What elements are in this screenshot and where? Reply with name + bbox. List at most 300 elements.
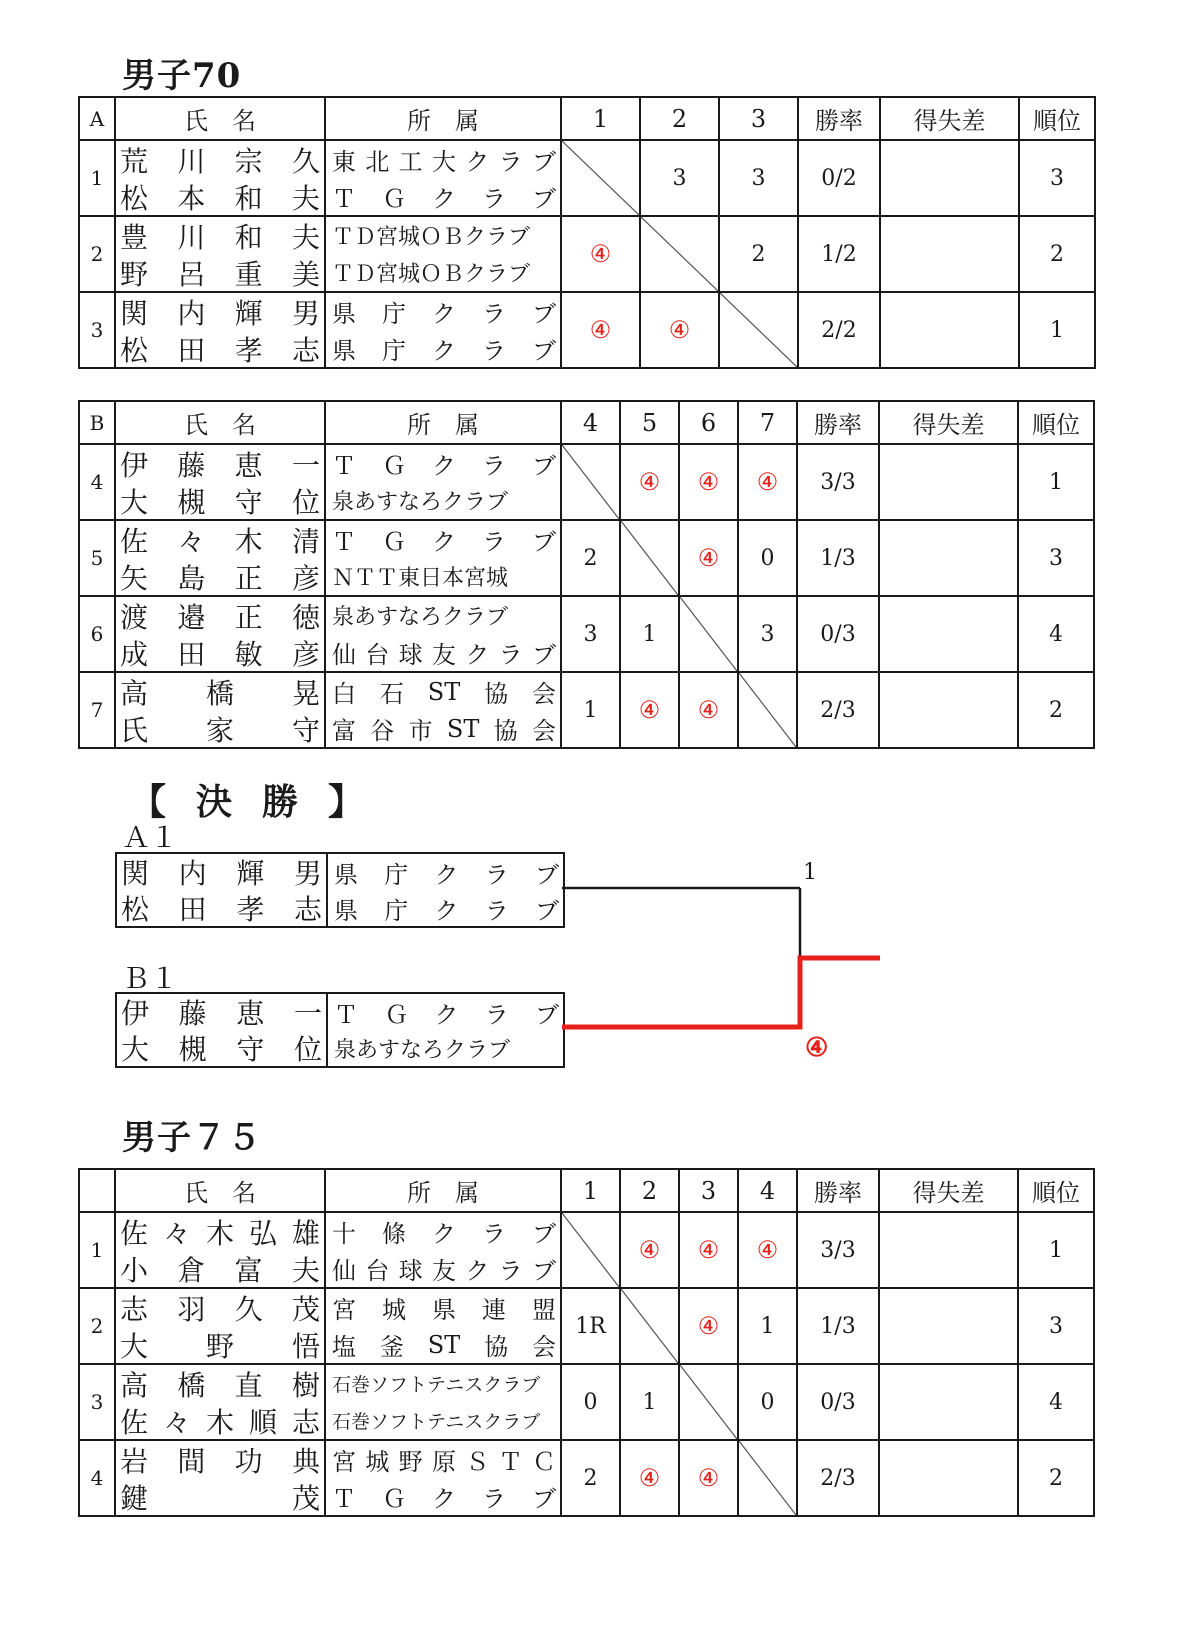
player-1-name-char: 木 — [234, 524, 263, 558]
player-2-name-char: 呂 — [177, 257, 206, 291]
player-1-club-char: ク — [432, 1220, 456, 1248]
player-1-club-char: 城 — [382, 1296, 406, 1324]
player-2-club-char: ブ — [531, 641, 556, 669]
player-2-name-char: 々 — [162, 1405, 191, 1439]
player-number: 1 — [79, 1212, 115, 1288]
player-2-club-char: ク — [432, 1485, 456, 1513]
player-2-club-char: 球 — [398, 641, 423, 669]
player-2-name-char: 悟 — [291, 1329, 320, 1363]
score-cell: 0 — [738, 1364, 797, 1440]
player-1-club-char: ラ — [482, 528, 506, 556]
rank: 1 — [1018, 444, 1094, 520]
final-label-b: Ｂ１ — [122, 962, 179, 995]
player-2-club-char: ST — [446, 714, 480, 743]
column-header: 順位 — [1018, 1169, 1094, 1212]
player-2-club-char: ラ — [482, 185, 506, 213]
player-2-club-char: ブ — [532, 337, 556, 365]
player-1-club-char: 宮 — [332, 1296, 356, 1324]
player-2-club-char: 釜 — [379, 1333, 404, 1361]
player-1-name-char: 雄 — [291, 1216, 320, 1250]
player-2-name-char: 正 — [234, 561, 263, 595]
player-1-name-char: 伊 — [121, 997, 150, 1030]
player-2-name-char: 志 — [291, 1405, 320, 1439]
win-rate: 2/3 — [797, 672, 879, 748]
player-2-name-char: 大 — [120, 1329, 149, 1363]
player-1-name-char: 々 — [162, 1216, 191, 1250]
player-1-club-char: 県 — [432, 1296, 456, 1324]
player-number: 5 — [79, 520, 115, 596]
player-1-club-char: 協 — [484, 680, 509, 708]
player-1-club-char: ブ — [532, 528, 556, 556]
score-cell: ④ — [679, 1440, 738, 1516]
player-1-name-char: 樹 — [291, 1368, 320, 1402]
player-2-name-char: 夫 — [291, 181, 320, 215]
column-header: 順位 — [1019, 97, 1095, 140]
player-2-name-char: 佐 — [120, 1405, 149, 1439]
rank: 2 — [1018, 1440, 1094, 1516]
player-1-club-char: 庁 — [382, 300, 406, 328]
win-rate: 1/3 — [797, 1288, 879, 1364]
column-header: 4 — [561, 401, 620, 444]
player-2-name-char: 位 — [293, 1033, 322, 1066]
player-1-club-char: 北 — [365, 148, 390, 176]
player-2-name-char: 彦 — [291, 637, 320, 671]
player-2-club-char: ク — [465, 1257, 490, 1285]
player-2-club-char: 友 — [431, 1257, 456, 1285]
player-number: 4 — [79, 444, 115, 520]
rank: 2 — [1019, 216, 1095, 292]
player-1-club-char: Ｃ — [531, 1448, 556, 1476]
column-header: 所 属 — [325, 97, 561, 140]
player-2-club-char: 泉あすなろクラブ — [332, 490, 509, 515]
column-header: 氏 名 — [115, 401, 325, 444]
score-cell: 3 — [561, 596, 620, 672]
final-label-a: Ａ１ — [122, 821, 179, 854]
player-1-name-char: 輝 — [236, 857, 265, 890]
player-1-club-char: 東 — [332, 148, 356, 176]
player-1-name-char: 正 — [234, 600, 263, 634]
player-1-club-char: 大 — [431, 148, 456, 176]
column-header: 得失差 — [879, 1169, 1018, 1212]
win-rate: 2/2 — [798, 292, 880, 368]
score-cell: ④ — [738, 1212, 797, 1288]
win-rate: 0/2 — [798, 140, 880, 216]
player-1-club-char: ク — [432, 528, 456, 556]
player-1-club-char: 條 — [382, 1220, 406, 1248]
player-2-club-char: ク — [432, 185, 456, 213]
player-2-club-char: 富 — [332, 717, 356, 745]
player-1-name-char: 佐 — [120, 1216, 149, 1250]
player-1-club-char: ST — [427, 677, 461, 706]
score-cell: 3 — [719, 140, 798, 216]
player-1-name-char: 川 — [177, 144, 206, 178]
player-1-name-char: 藤 — [178, 997, 207, 1030]
player-2-name-char: 田 — [178, 893, 207, 926]
player-1-name-char: 内 — [177, 296, 206, 330]
player-1-name-char: 間 — [177, 1444, 206, 1478]
player-2-name-char: 倉 — [177, 1253, 206, 1287]
player-2-name-char: 孝 — [236, 893, 265, 926]
player-1-name-char: 清 — [291, 524, 320, 558]
player-2-name-char: 槻 — [177, 485, 206, 519]
player-2-club-char: ラ — [482, 1485, 506, 1513]
score-cell: ④ — [679, 672, 738, 748]
player-number: 3 — [79, 292, 115, 368]
player-2-club-char: 塩 — [332, 1333, 356, 1361]
player-2-club-char: 泉あすなろクラブ — [334, 1037, 511, 1063]
player-2-club-char: 会 — [531, 1333, 556, 1361]
player-2-name-char: 家 — [205, 713, 234, 747]
player-number: 1 — [79, 140, 115, 216]
score-cell: 0 — [738, 520, 797, 596]
player-1-club-char: ク — [465, 148, 490, 176]
win-rate: 1/3 — [797, 520, 879, 596]
player-1-name-char: 弘 — [248, 1216, 277, 1250]
score-cell: 3 — [738, 596, 797, 672]
bracket-line-b-winner — [562, 958, 880, 1027]
player-2-name-char: 孝 — [234, 333, 263, 367]
player-1-name-char: 功 — [234, 1444, 263, 1478]
player-1-name-char: 々 — [177, 524, 206, 558]
column-header: 所 属 — [325, 1169, 561, 1212]
player-1-club-char: 石 — [379, 680, 404, 708]
player-2-club-char: ラ — [484, 896, 509, 925]
score-cell: ④ — [738, 444, 797, 520]
score-cell: ④ — [620, 1212, 679, 1288]
player-1-name-char: 橋 — [205, 676, 234, 710]
player-1-name-char: 藤 — [177, 448, 206, 482]
player-2-club-char: 台 — [365, 641, 390, 669]
score-cell: 1R — [561, 1288, 620, 1364]
player-1-name-char: 岩 — [120, 1444, 149, 1478]
rank: 1 — [1019, 292, 1095, 368]
player-2-name-char: 矢 — [120, 561, 149, 595]
player-2-club-char: ラ — [498, 1257, 523, 1285]
win-rate: 2/3 — [797, 1440, 879, 1516]
column-header: 氏 名 — [115, 1169, 325, 1212]
player-1-name-char: 木 — [205, 1216, 234, 1250]
player-2-club-char: 台 — [365, 1257, 390, 1285]
player-number: 6 — [79, 596, 115, 672]
player-1-name-char: 川 — [177, 220, 206, 254]
player-1-club-char: ＴＤ宮城ＯＢクラブ — [332, 225, 531, 250]
player-2-club-char: Ｔ — [332, 185, 356, 213]
player-2-name-char: 大 — [120, 485, 149, 519]
player-1-name-char: 男 — [293, 857, 322, 890]
column-header: 4 — [738, 1169, 797, 1212]
player-2-name-char: 田 — [177, 637, 206, 671]
win-rate: 1/2 — [798, 216, 880, 292]
player-1-name-char: 内 — [178, 857, 207, 890]
column-header: 3 — [719, 97, 798, 140]
player-number: 7 — [79, 672, 115, 748]
column-header: 2 — [640, 97, 719, 140]
player-1-club-char: ブ — [535, 1000, 559, 1029]
player-2-name-char: 田 — [177, 333, 206, 367]
player-2-club-char: ラ — [498, 641, 523, 669]
player-2-name-char: 鍵 — [120, 1481, 149, 1515]
column-header: B — [79, 401, 115, 444]
final-score-b: ④ — [805, 1033, 829, 1063]
player-1-name-char: 恵 — [234, 448, 263, 482]
player-1-club-char: ク — [432, 452, 456, 480]
player-2-club-char: ク — [434, 896, 459, 925]
player-2-club-char: ＮＴＴ東日本宮城 — [332, 566, 509, 591]
player-2-club-char: 球 — [398, 1257, 423, 1285]
player-1-name-char: 典 — [291, 1444, 320, 1478]
player-2-club-char: 協 — [484, 1333, 509, 1361]
score-cell: 0 — [561, 1364, 620, 1440]
player-1-name-char: 渡 — [120, 600, 149, 634]
player-2-club-char: ST — [427, 1330, 461, 1359]
player-2-name-char: 守 — [234, 485, 263, 519]
player-1-club-char: ブ — [532, 1220, 556, 1248]
player-1-club-char: ブ — [532, 452, 556, 480]
player-2-club-char: 協 — [493, 717, 518, 745]
player-1-club-char: 県 — [334, 860, 358, 889]
player-2-name-char: 和 — [234, 181, 263, 215]
player-1-name-char: 夫 — [291, 220, 320, 254]
column-header: 順位 — [1018, 401, 1094, 444]
rank: 3 — [1019, 140, 1095, 216]
score-cell: 1 — [620, 1364, 679, 1440]
player-number: 2 — [79, 1288, 115, 1364]
player-1-club-char: Ｇ — [382, 528, 406, 556]
score-cell: ④ — [679, 1288, 738, 1364]
player-2-club-char: 庁 — [384, 896, 409, 925]
player-1-club-char: ク — [434, 1000, 459, 1029]
player-1-club-char: ラ — [482, 452, 506, 480]
player-1-club-char: 野 — [398, 1448, 423, 1476]
player-1-name-char: 一 — [291, 448, 320, 482]
player-2-name-char: 志 — [291, 333, 320, 367]
player-2-club-char: 石巻ソフトテニスクラブ — [332, 1411, 541, 1433]
column-header: A — [79, 97, 115, 140]
player-1-name-char: 男 — [291, 296, 320, 330]
final-title-char: 【 — [130, 781, 167, 823]
player-2-name-char: 成 — [120, 637, 149, 671]
column-header: 6 — [679, 401, 738, 444]
column-header: 勝率 — [797, 1169, 879, 1212]
final-title-char: 】 — [328, 781, 365, 823]
player-1-club-char: 庁 — [384, 860, 409, 889]
player-1-club-char: 盟 — [532, 1296, 556, 1324]
player-1-club-char: 十 — [332, 1220, 356, 1248]
player-2-club-char: 仙 — [332, 1257, 356, 1285]
column-header: 1 — [561, 1169, 620, 1212]
player-2-name-char: 美 — [291, 257, 320, 291]
score-cell: 2 — [561, 1440, 620, 1516]
player-1-club-char: Ｔ — [332, 528, 356, 556]
player-1-name-char: 恵 — [236, 997, 265, 1030]
column-header: 勝率 — [798, 97, 880, 140]
player-2-name-char: 重 — [234, 257, 263, 291]
player-1-club-char: 県 — [332, 300, 356, 328]
player-1-club-char: 石巻ソフトテニスクラブ — [332, 1374, 541, 1396]
player-2-name-char: 位 — [291, 485, 320, 519]
player-2-name-char: 志 — [293, 893, 322, 926]
final-score-a: 1 — [803, 860, 817, 885]
score-cell: 1 — [620, 596, 679, 672]
player-2-name-char: 松 — [120, 333, 149, 367]
score-cell: ④ — [620, 1440, 679, 1516]
player-2-name-char: 野 — [205, 1329, 234, 1363]
win-rate: 3/3 — [797, 444, 879, 520]
player-2-club-char: 市 — [408, 717, 433, 745]
player-2-name-char: 本 — [177, 181, 206, 215]
player-2-club-char: ＴＤ宮城ＯＢクラブ — [332, 262, 531, 287]
player-1-club-char: ラ — [484, 860, 509, 889]
player-2-name-char: 順 — [248, 1405, 277, 1439]
player-1-name-char: 和 — [234, 220, 263, 254]
section-title-m75: 男子７５ — [122, 1118, 262, 1158]
player-1-name-char: 邉 — [177, 600, 206, 634]
score-cell: ④ — [561, 216, 640, 292]
score-cell: ④ — [679, 520, 738, 596]
column-header: 所 属 — [325, 401, 561, 444]
column-header: 1 — [561, 97, 640, 140]
column-header: 3 — [679, 1169, 738, 1212]
score-cell: ④ — [640, 292, 719, 368]
player-2-club-char: ブ — [535, 896, 559, 925]
player-2-club-char: ブ — [532, 185, 556, 213]
player-1-club-char: ブ — [531, 148, 556, 176]
column-header: 勝率 — [797, 401, 879, 444]
player-2-name-char: 木 — [205, 1405, 234, 1439]
player-number: 3 — [79, 1364, 115, 1440]
column-header: 得失差 — [879, 401, 1018, 444]
player-1-club-char: ブ — [535, 860, 559, 889]
player-1-club-char: Ｇ — [382, 452, 406, 480]
player-2-club-char: 県 — [334, 896, 358, 925]
player-1-name-char: 晃 — [291, 676, 320, 710]
player-2-name-char: 大 — [121, 1033, 150, 1066]
player-2-club-char: 県 — [332, 337, 356, 365]
player-2-club-char: ブ — [532, 1485, 556, 1513]
score-cell: ④ — [620, 444, 679, 520]
player-1-name-char: 橋 — [177, 1368, 206, 1402]
column-header: 2 — [620, 1169, 679, 1212]
player-1-name-char: 伊 — [120, 448, 149, 482]
player-2-club-char: Ｇ — [382, 185, 406, 213]
rank: 4 — [1018, 1364, 1094, 1440]
player-2-name-char: 茂 — [291, 1481, 320, 1515]
rank: 1 — [1018, 1212, 1094, 1288]
player-1-name-char: 関 — [120, 296, 149, 330]
win-rate: 0/3 — [797, 596, 879, 672]
player-1-club-char: ク — [432, 300, 456, 328]
player-1-club-char: Ｔ — [332, 452, 356, 480]
player-1-club-char: Ｔ — [498, 1448, 523, 1476]
win-rate: 3/3 — [797, 1212, 879, 1288]
player-1-name-char: 直 — [234, 1368, 263, 1402]
player-1-club-char: 泉あすなろクラブ — [332, 605, 509, 630]
player-1-club-char: ク — [434, 860, 459, 889]
column-header: 氏 名 — [115, 97, 325, 140]
player-2-club-char: 会 — [531, 717, 556, 745]
player-1-club-char: 工 — [398, 148, 423, 176]
player-2-name-char: 氏 — [120, 713, 149, 747]
score-cell: ④ — [561, 292, 640, 368]
player-1-club-char: 宮 — [332, 1448, 356, 1476]
player-number: 2 — [79, 216, 115, 292]
player-1-club-char: ラ — [484, 1000, 509, 1029]
player-2-name-char: 野 — [120, 257, 149, 291]
player-1-name-char: 荒 — [120, 144, 149, 178]
player-1-name-char: 宗 — [234, 144, 263, 178]
rank: 4 — [1018, 596, 1094, 672]
score-cell: 3 — [640, 140, 719, 216]
player-2-name-char: 夫 — [291, 1253, 320, 1287]
player-2-club-char: 仙 — [332, 641, 356, 669]
player-1-name-char: 豊 — [120, 220, 149, 254]
player-1-club-char: Ｔ — [334, 1000, 358, 1029]
player-2-name-char: 富 — [234, 1253, 263, 1287]
player-1-club-char: ラ — [482, 1220, 506, 1248]
player-1-name-char: 徳 — [291, 600, 320, 634]
column-header: 得失差 — [880, 97, 1019, 140]
player-1-club-char: 連 — [482, 1296, 506, 1324]
player-2-name-char: 敏 — [234, 637, 263, 671]
player-1-name-char: 佐 — [120, 524, 149, 558]
score-cell: ④ — [679, 1212, 738, 1288]
player-1-club-char: ラ — [498, 148, 523, 176]
player-1-club-char: 会 — [531, 680, 556, 708]
player-number: 4 — [79, 1440, 115, 1516]
player-1-club-char: 城 — [365, 1448, 390, 1476]
win-rate: 0/3 — [797, 1364, 879, 1440]
player-1-name-char: 志 — [120, 1292, 149, 1326]
player-2-name-char: 守 — [291, 713, 320, 747]
score-cell: 1 — [561, 672, 620, 748]
player-1-name-char: 羽 — [177, 1292, 206, 1326]
player-1-club-char: Ｓ — [465, 1448, 490, 1476]
player-1-name-char: 一 — [293, 997, 322, 1030]
section-title-m70: 男子70 — [122, 56, 242, 96]
player-1-club-char: ブ — [532, 300, 556, 328]
player-2-club-char: ラ — [482, 337, 506, 365]
player-2-name-char: 槻 — [178, 1033, 207, 1066]
score-cell: ④ — [679, 444, 738, 520]
player-2-club-char: ク — [465, 641, 490, 669]
player-2-club-char: 庁 — [382, 337, 406, 365]
player-1-club-char: 原 — [431, 1448, 456, 1476]
player-1-name-char: 茂 — [291, 1292, 320, 1326]
player-2-name-char: 小 — [120, 1253, 149, 1287]
final-title-char: 勝 — [262, 781, 299, 823]
player-1-name-char: 高 — [120, 1368, 149, 1402]
player-1-name-char: 久 — [291, 144, 320, 178]
column-header: 7 — [738, 401, 797, 444]
player-2-name-char: 松 — [121, 893, 150, 926]
player-1-name-char: 輝 — [234, 296, 263, 330]
player-1-club-char: ラ — [482, 300, 506, 328]
score-cell: 2 — [561, 520, 620, 596]
player-2-club-char: 友 — [431, 641, 456, 669]
player-2-club-char: 谷 — [370, 717, 395, 745]
column-header: 5 — [620, 401, 679, 444]
final-title-char: 決 — [196, 781, 233, 823]
player-1-name-char: 高 — [120, 676, 149, 710]
player-2-name-char: 松 — [120, 181, 149, 215]
player-2-club-char: ブ — [531, 1257, 556, 1285]
rank: 3 — [1018, 520, 1094, 596]
player-2-name-char: 守 — [236, 1033, 265, 1066]
player-2-club-char: Ｔ — [332, 1485, 356, 1513]
player-1-club-char: Ｇ — [384, 1000, 409, 1029]
player-2-club-char: ク — [432, 337, 456, 365]
player-1-name-char: 関 — [121, 857, 150, 890]
